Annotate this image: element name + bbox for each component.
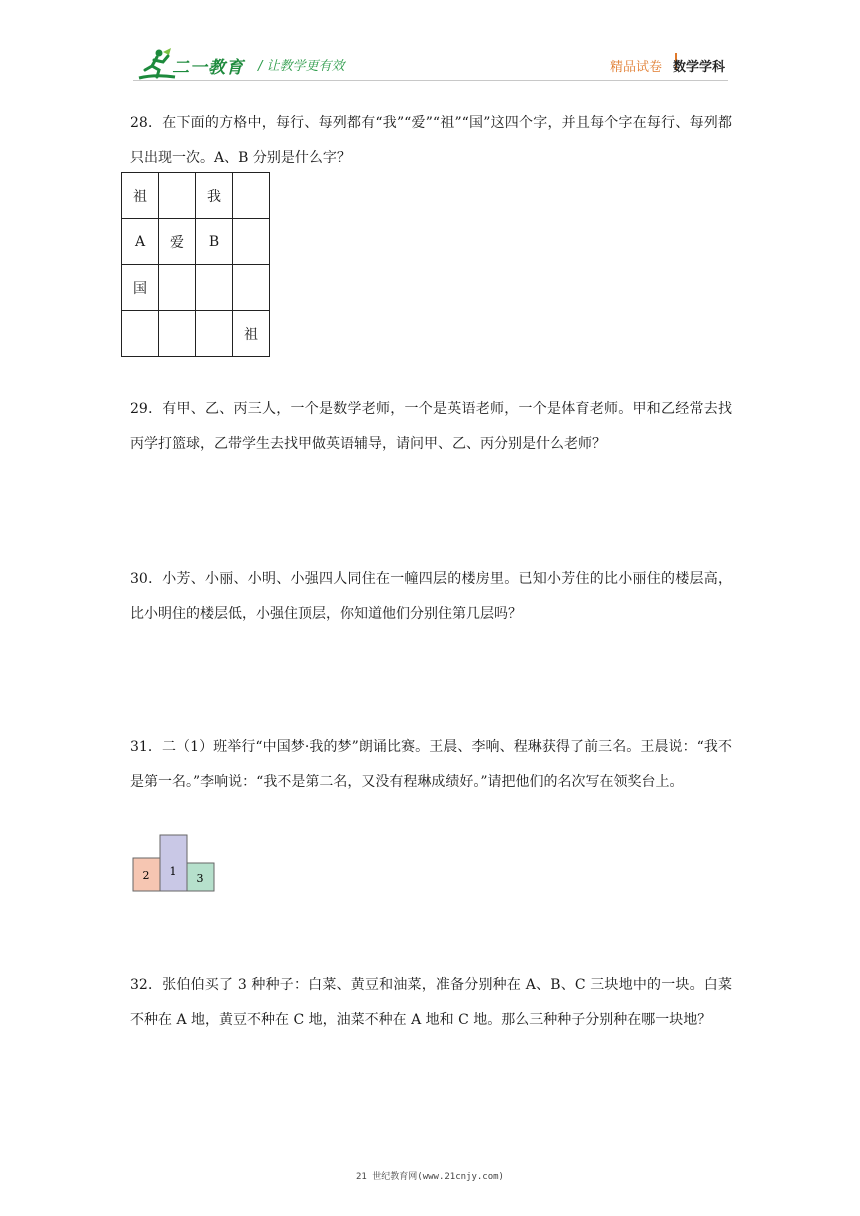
grid-row [122,311,270,357]
grid-cell [122,311,159,357]
grid-cell [159,173,196,219]
award-podium [132,833,216,893]
podium-first-label: 1 [169,865,177,878]
question-31: 31．二（1）班举行“中国梦·我的梦”朗诵比赛。王晨、李响、程琳获得了前三名。王晨说：“我不是第一名。”李响说：“我不是第二名，又没有程琳成绩好。”请把他们的名次写在领奖台上。 [130,739,732,790]
podium-first-block [160,835,187,891]
grid-cell: 我 [196,173,233,219]
grid-cell [233,265,270,311]
podium-third-label: 3 [196,872,204,885]
grid-cell [159,265,196,311]
podium-second-label: 2 [142,869,150,882]
question-28: 28．在下面的方格中，每行、每列都有“我”“爱”“祖”“国”这四个字，并且每个字在每行、每列都只出现一次。A、B 分别是什么字？ [130,115,732,166]
question-29: 29．有甲、乙、丙三人，一个是数学老师，一个是英语老师，一个是体育老师。甲和乙经常去找丙学打篮球，乙带学生去找甲做英语辅导，请问甲、乙、丙分别是什么老师？ [130,401,732,452]
grid-cell [196,311,233,357]
header-slogan: / 让教学更有效 [258,59,345,74]
grid-cell: 祖 [233,311,270,357]
grid-cell [233,173,270,219]
grid-cell: 祖 [122,173,159,219]
grid-row [122,219,270,265]
grid-cell: B [196,219,233,265]
grid-row [122,265,270,311]
header-divider [133,80,728,81]
grid-cell: 爱 [159,219,196,265]
header-tag-subject: 数学学科 [672,60,725,75]
grid-row [122,173,270,219]
grid-cell: A [122,219,159,265]
page-footer: 21 世纪教育网(www.21cnjy.com) [356,1172,504,1182]
header-tag-quality: 精品试卷 [609,60,662,75]
grid-cell [196,265,233,311]
character-grid [121,172,270,357]
question-30: 30．小芳、小丽、小明、小强四人同住在一幢四层的楼房里。已知小芳住的比小丽住的楼层高，比小明住的楼层低，小强住顶层，你知道他们分别住第几层吗？ [130,571,732,622]
grid-cell [233,219,270,265]
grid-cell: 国 [122,265,159,311]
grid-cell [159,311,196,357]
logo-text: 二一教育 [172,58,244,78]
page-header [0,0,860,100]
question-32: 32．张伯伯买了 3 种种子：白菜、黄豆和油菜，准备分别种在 A、B、C 三块地中的一块。白菜不种在 A 地，黄豆不种在 C 地，油菜不种在 A 地和 C 地。那么三种种子分别种在哪一块地？ [130,977,732,1028]
